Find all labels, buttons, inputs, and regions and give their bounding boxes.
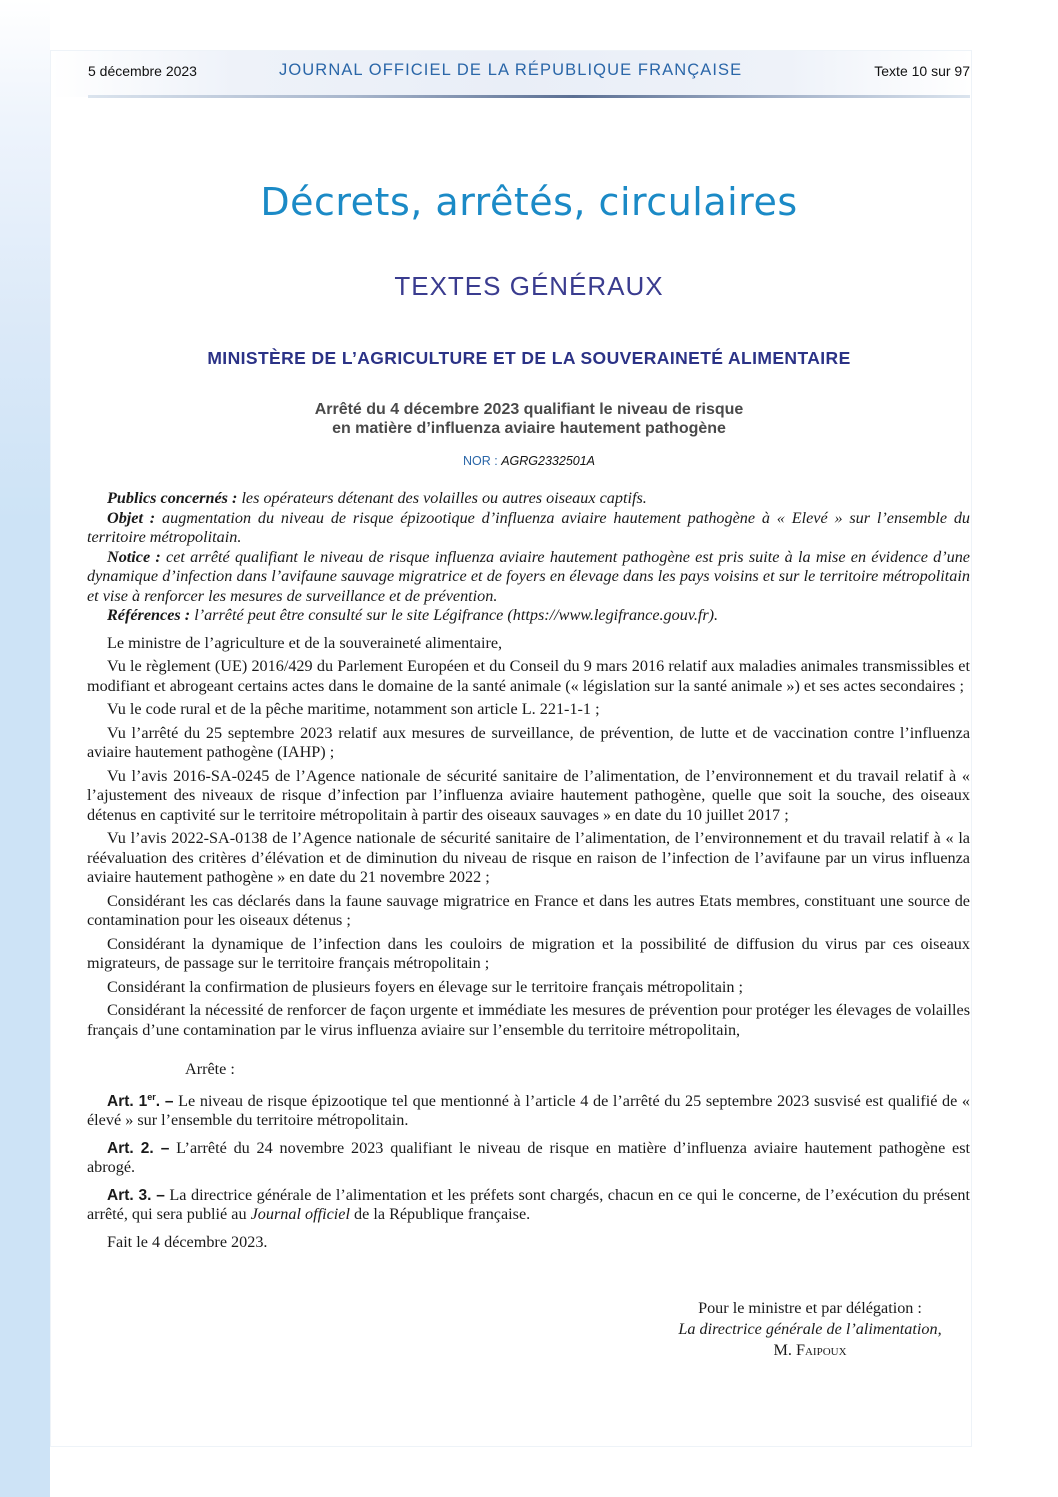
- article-3: [87, 1186, 970, 1225]
- article-text: La directrice générale de l’alimentation et les préfets sont chargés, chacun en ce qui le concerne, de l’exécution du présent arrêté, qui sera publié au: [87, 1185, 971, 1224]
- preamble-paragraph: Vu l’avis 2016-SA-0245 de l’Agence nationale de sécurité sanitaire de l’alimentation, de l’environnement et du travail relatif à « l’ajustement des niveaux de risque d’infection par l’influenza aviaire hautement pathogène, quelle que soit la souche, des oiseaux détenus en captivité sur le territoire métropolitain à partir des oiseaux sauvages » en date du 10 juillet 2017 ;: [87, 766, 970, 824]
- summary-text: augmentation du niveau de risque épizootique d’influenza aviaire hautement pathogène à « Elevé » sur l’ensemble du territoire métropolitain.: [87, 508, 971, 546]
- arrete-title-line-2: en matière d’influenza aviaire hautement pathogène: [332, 420, 726, 437]
- article-label: [107, 1140, 169, 1157]
- preamble-paragraph: Considérant la confirmation de plusieurs foyers en élevage sur le territoire français métropolitain ;: [107, 977, 744, 996]
- preamble-paragraph: Vu l’arrêté du 25 septembre 2023 relatif aux mesures de surveillance, de prévention, de lutte et de vaccination contre l’influenza aviaire hautement pathogène (IAHP) ;: [87, 723, 970, 761]
- summary-label: Notice :: [107, 547, 161, 566]
- summary-publics: [87, 489, 970, 509]
- preamble-paragraph: Le ministre de l’agriculture et de la souveraineté alimentaire,: [107, 633, 503, 652]
- article-dash: . –: [149, 1139, 170, 1157]
- ministry-heading: MINISTÈRE DE L’AGRICULTURE ET DE LA SOUVERAINETÉ ALIMENTAIRE: [207, 348, 851, 368]
- summary-text: l’arrêté peut être consulté sur le site Légifrance (https://www.legifrance.gouv.fr).: [194, 606, 719, 624]
- article-number: Art. 1: [107, 1092, 148, 1110]
- signature-name-initial: M. F: [773, 1341, 805, 1359]
- article-text: de la République française.: [354, 1205, 531, 1224]
- signature-block: [600, 1298, 1020, 1361]
- preamble-paragraph: Vu le code rural et de la pêche maritime, notamment son article L. 221-1-1 ;: [107, 700, 600, 718]
- summary-block: [87, 489, 970, 626]
- article-text: L’arrêté du 24 novembre 2023 qualifiant le niveau de risque en matière d’influenza aviaire hautement pathogène est abrogé.: [87, 1138, 971, 1177]
- signature-role: La directrice générale de l’alimentation,: [678, 1320, 942, 1338]
- fait-le: Fait le 4 décembre 2023.: [107, 1232, 268, 1251]
- summary-references: [87, 606, 970, 626]
- article-number: Art. 3: [107, 1186, 148, 1204]
- article-1: [87, 1088, 970, 1131]
- summary-text: cet arrêté qualifiant le niveau de risque influenza aviaire hautement pathogène est pris suite à la mise en évidence d’une dynamique d’infection dans l’avifaune sauvage migratrice et de foyers en élevage dans les pays voisins et sur le territoire métropolitain et vise à renforcer les mesures de surveillance et de prévention.: [87, 547, 970, 605]
- article-ordinal: er: [147, 1091, 156, 1102]
- nor-label: NOR :: [462, 454, 498, 468]
- summary-label: Objet :: [107, 508, 156, 527]
- arrete-title: [0, 400, 1058, 438]
- section-title: Décrets, arrêtés, circulaires: [260, 180, 798, 224]
- article-text-journal-officiel: Journal officiel: [250, 1205, 350, 1224]
- header-text-counter: Texte 10 sur 97: [874, 63, 970, 79]
- preamble-paragraph: Vu le règlement (UE) 2016/429 du Parlement Européen et du Conseil du 9 mars 2016 relatif aux maladies animales transmissibles et modifiant et abrogeant certains actes dans le domaine de la santé animale (« législation sur la santé animale ») et ses actes secondaires ;: [87, 657, 970, 695]
- arrete-word: Arrête :: [185, 1060, 235, 1078]
- article-text: Le niveau de risque épizootique tel que mentionné à l’article 4 de l’arrêté du 25 septembre 2023 susvisé est qualifié de « élevé » sur l’ensemble du territoire métropolitain.: [87, 1091, 971, 1130]
- preamble-paragraph: Vu l’avis 2022-SA-0138 de l’Agence nationale de sécurité sanitaire de l’alimentation, de l’environnement et du travail relatif à « la réévaluation des critères d’élévation et de diminution du niveau de risque en raison de l’infection de l’avifaune par un virus influenza aviaire hautement pathogène » en date du 21 novembre 2022 ;: [87, 829, 970, 886]
- preamble-paragraph: Considérant la dynamique de l’infection dans les couloirs de migration et la possibilité de diffusion du virus par ces oiseaux migrateurs, de passage sur le territoire français métropolitain ;: [87, 934, 970, 972]
- header-date: 5 décembre 2023: [88, 63, 197, 79]
- article-dash: . –: [155, 1092, 174, 1110]
- article-label: [107, 1187, 165, 1204]
- articles: [87, 1088, 970, 1225]
- signature-name-rest: aipoux: [804, 1341, 847, 1359]
- summary-notice: [87, 548, 970, 607]
- summary-text: les opérateurs détenant des volailles ou autres oiseaux captifs.: [241, 489, 647, 507]
- preamble-paragraph: Considérant les cas déclarés dans la faune sauvage migratrice en France et dans les autres Etats membres, constituant une source de contamination pour les oiseaux détenus ;: [87, 891, 970, 929]
- article-2: [87, 1139, 970, 1178]
- preamble-paragraph: Considérant la nécessité de renforcer de façon urgente et immédiate les mesures de prévention pour protéger les élevages de volailles français d’une contamination par le virus influenza aviaire sur l’ensemble du territoire métropolitain,: [87, 1001, 970, 1039]
- preamble: [87, 634, 970, 1041]
- nor-code: AGRG2332501A: [501, 454, 596, 468]
- article-number: Art. 2: [107, 1139, 150, 1157]
- nor-reference: [0, 454, 1058, 468]
- signature-delegation: Pour le ministre et par délégation :: [698, 1299, 922, 1317]
- article-label: [107, 1093, 174, 1110]
- article-dash: . –: [147, 1186, 165, 1204]
- left-margin-band: [0, 0, 50, 1497]
- summary-objet: [87, 509, 970, 548]
- summary-label: Références :: [107, 606, 191, 624]
- arrete-title-line-1: Arrêté du 4 décembre 2023 qualifiant le niveau de risque: [314, 401, 744, 418]
- header-rule: [88, 95, 970, 98]
- header-journal-title: JOURNAL OFFICIEL DE LA RÉPUBLIQUE FRANÇAISE: [279, 61, 743, 79]
- signature-name: [600, 1340, 1020, 1361]
- document-body: [87, 489, 970, 1252]
- summary-label: Publics concernés :: [107, 489, 238, 507]
- subsection-title: TEXTES GÉNÉRAUX: [394, 271, 664, 301]
